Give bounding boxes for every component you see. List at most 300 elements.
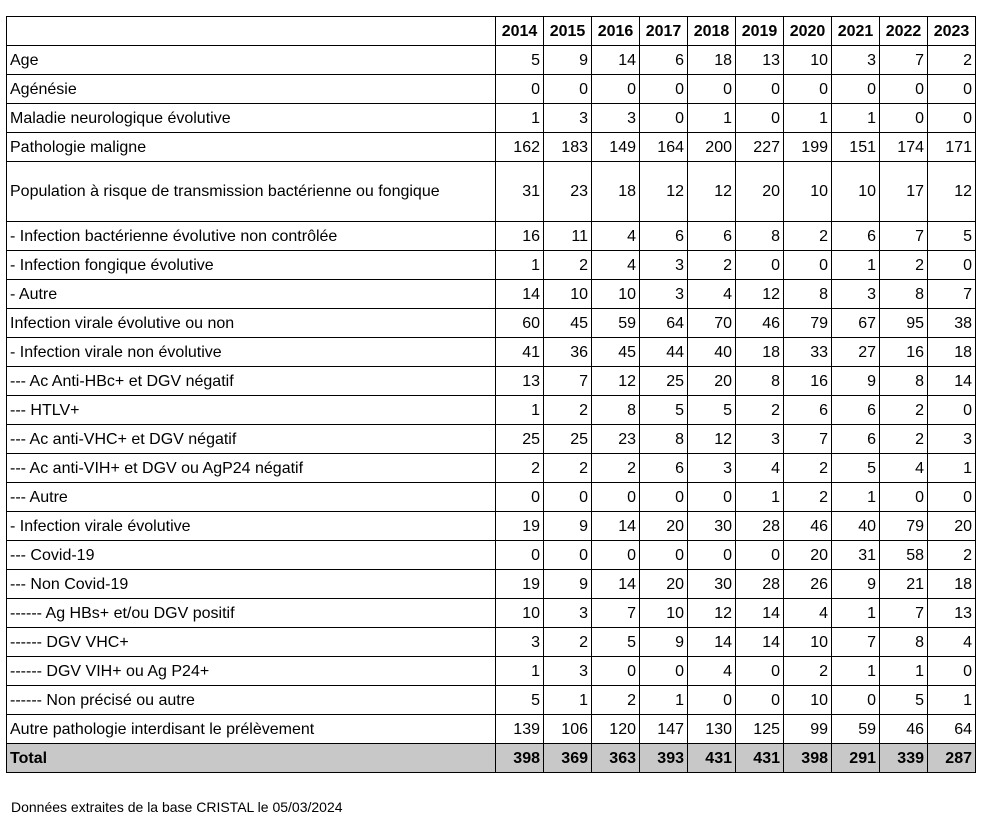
- value-cell: 0: [592, 483, 640, 512]
- row-label: --- Non Covid-19: [7, 570, 496, 599]
- value-cell: 5: [832, 454, 880, 483]
- value-cell: 0: [688, 75, 736, 104]
- row-label: - Infection fongique évolutive: [7, 251, 496, 280]
- value-cell: 0: [496, 541, 544, 570]
- table-row: [7, 280, 976, 309]
- value-cell: 9: [832, 367, 880, 396]
- row-label: --- Ac anti-VIH+ et DGV ou AgP24 négatif: [7, 454, 496, 483]
- value-cell: 162: [496, 133, 544, 162]
- row-label: --- Covid-19: [7, 541, 496, 570]
- table-row: [7, 338, 976, 367]
- value-cell: 21: [880, 570, 928, 599]
- value-cell: 1: [832, 251, 880, 280]
- value-cell: 5: [928, 222, 976, 251]
- value-cell: 3: [544, 599, 592, 628]
- value-cell: 14: [592, 46, 640, 75]
- value-cell: 199: [784, 133, 832, 162]
- value-cell: 0: [688, 541, 736, 570]
- row-label: Population à risque de transmission bactérienne ou fongique: [7, 162, 496, 222]
- row-label: --- Ac Anti-HBc+ et DGV négatif: [7, 367, 496, 396]
- value-cell: 8: [736, 222, 784, 251]
- value-cell: 20: [640, 570, 688, 599]
- year-header: 2023: [928, 17, 976, 46]
- value-cell: 2: [880, 251, 928, 280]
- value-cell: 59: [592, 309, 640, 338]
- value-cell: 12: [928, 162, 976, 222]
- value-cell: 0: [928, 104, 976, 133]
- table-row: [7, 686, 976, 715]
- value-cell: 12: [688, 162, 736, 222]
- value-cell: 13: [928, 599, 976, 628]
- value-cell: 7: [880, 222, 928, 251]
- value-cell: 0: [496, 75, 544, 104]
- table-row: [7, 222, 976, 251]
- value-cell: 1: [832, 599, 880, 628]
- value-cell: 19: [496, 512, 544, 541]
- value-cell: 14: [496, 280, 544, 309]
- value-cell: 20: [784, 541, 832, 570]
- row-label: - Infection virale non évolutive: [7, 338, 496, 367]
- value-cell: 174: [880, 133, 928, 162]
- value-cell: 9: [832, 570, 880, 599]
- value-cell: 200: [688, 133, 736, 162]
- value-cell: 46: [880, 715, 928, 744]
- value-cell: 41: [496, 338, 544, 367]
- value-cell: 46: [736, 309, 784, 338]
- value-cell: 12: [688, 599, 736, 628]
- value-cell: 0: [928, 251, 976, 280]
- value-cell: 18: [928, 338, 976, 367]
- row-label: Maladie neurologique évolutive: [7, 104, 496, 133]
- value-cell: 14: [592, 512, 640, 541]
- value-cell: 4: [688, 657, 736, 686]
- value-cell: 0: [640, 541, 688, 570]
- value-cell: 18: [736, 338, 784, 367]
- value-cell: 9: [544, 46, 592, 75]
- value-cell: 0: [736, 541, 784, 570]
- value-cell: 431: [736, 744, 784, 773]
- year-header: 2014: [496, 17, 544, 46]
- value-cell: 3: [544, 104, 592, 133]
- value-cell: 0: [832, 75, 880, 104]
- row-label: ------ DGV VHC+: [7, 628, 496, 657]
- value-cell: 0: [592, 75, 640, 104]
- value-cell: 1: [880, 657, 928, 686]
- value-cell: 3: [736, 425, 784, 454]
- value-cell: 14: [592, 570, 640, 599]
- row-label: - Autre: [7, 280, 496, 309]
- value-cell: 4: [592, 222, 640, 251]
- table-row: [7, 657, 976, 686]
- value-cell: 14: [928, 367, 976, 396]
- value-cell: 14: [736, 628, 784, 657]
- value-cell: 1: [496, 251, 544, 280]
- value-cell: 0: [880, 483, 928, 512]
- value-cell: 20: [928, 512, 976, 541]
- value-cell: 0: [928, 483, 976, 512]
- value-cell: 28: [736, 512, 784, 541]
- table-row: [7, 425, 976, 454]
- value-cell: 33: [784, 338, 832, 367]
- value-cell: 10: [832, 162, 880, 222]
- value-cell: 7: [928, 280, 976, 309]
- value-cell: 23: [592, 425, 640, 454]
- row-label: ------ Non précisé ou autre: [7, 686, 496, 715]
- value-cell: 0: [736, 657, 784, 686]
- value-cell: 0: [592, 541, 640, 570]
- value-cell: 4: [880, 454, 928, 483]
- value-cell: 431: [688, 744, 736, 773]
- table-row: [7, 162, 976, 222]
- value-cell: 46: [784, 512, 832, 541]
- table-row: [7, 104, 976, 133]
- value-cell: 1: [928, 454, 976, 483]
- value-cell: 8: [880, 628, 928, 657]
- value-cell: 398: [784, 744, 832, 773]
- row-label: Total: [7, 744, 496, 773]
- value-cell: 393: [640, 744, 688, 773]
- row-label: ------ DGV VIH+ ou Ag P24+: [7, 657, 496, 686]
- table-body: [7, 46, 976, 773]
- value-cell: 5: [688, 396, 736, 425]
- header-label-cell: [7, 17, 496, 46]
- year-header: 2019: [736, 17, 784, 46]
- value-cell: 130: [688, 715, 736, 744]
- value-cell: 0: [496, 483, 544, 512]
- value-cell: 171: [928, 133, 976, 162]
- value-cell: 7: [592, 599, 640, 628]
- value-cell: 8: [640, 425, 688, 454]
- value-cell: 6: [688, 222, 736, 251]
- table-row: [7, 599, 976, 628]
- year-header: 2017: [640, 17, 688, 46]
- row-label: - Infection bactérienne évolutive non contrôlée: [7, 222, 496, 251]
- value-cell: 25: [496, 425, 544, 454]
- value-cell: 1: [544, 686, 592, 715]
- value-cell: 16: [784, 367, 832, 396]
- value-cell: 45: [544, 309, 592, 338]
- value-cell: 14: [736, 599, 784, 628]
- value-cell: 9: [640, 628, 688, 657]
- value-cell: 13: [736, 46, 784, 75]
- value-cell: 30: [688, 512, 736, 541]
- value-cell: 3: [688, 454, 736, 483]
- value-cell: 0: [928, 75, 976, 104]
- value-cell: 12: [736, 280, 784, 309]
- value-cell: 2: [544, 251, 592, 280]
- value-cell: 2: [592, 686, 640, 715]
- value-cell: 64: [640, 309, 688, 338]
- value-cell: 4: [784, 599, 832, 628]
- year-header: 2015: [544, 17, 592, 46]
- row-label: Age: [7, 46, 496, 75]
- value-cell: 363: [592, 744, 640, 773]
- value-cell: 0: [880, 75, 928, 104]
- value-cell: 26: [784, 570, 832, 599]
- value-cell: 5: [592, 628, 640, 657]
- value-cell: 1: [496, 396, 544, 425]
- value-cell: 59: [832, 715, 880, 744]
- value-cell: 398: [496, 744, 544, 773]
- value-cell: 2: [880, 425, 928, 454]
- row-label: --- Ac anti-VHC+ et DGV négatif: [7, 425, 496, 454]
- value-cell: 10: [592, 280, 640, 309]
- value-cell: 40: [688, 338, 736, 367]
- value-cell: 20: [640, 512, 688, 541]
- value-cell: 5: [496, 46, 544, 75]
- row-label: Pathologie maligne: [7, 133, 496, 162]
- value-cell: 1: [736, 483, 784, 512]
- value-cell: 99: [784, 715, 832, 744]
- value-cell: 9: [544, 570, 592, 599]
- value-cell: 1: [928, 686, 976, 715]
- value-cell: 1: [640, 686, 688, 715]
- year-header: 2021: [832, 17, 880, 46]
- value-cell: 4: [592, 251, 640, 280]
- value-cell: 79: [784, 309, 832, 338]
- value-cell: 0: [736, 686, 784, 715]
- value-cell: 10: [640, 599, 688, 628]
- value-cell: 12: [592, 367, 640, 396]
- value-cell: 2: [880, 396, 928, 425]
- value-cell: 0: [688, 483, 736, 512]
- value-cell: 45: [592, 338, 640, 367]
- value-cell: 2: [544, 396, 592, 425]
- value-cell: 183: [544, 133, 592, 162]
- value-cell: 0: [880, 104, 928, 133]
- value-cell: 151: [832, 133, 880, 162]
- value-cell: 2: [784, 222, 832, 251]
- value-cell: 2: [496, 454, 544, 483]
- row-label: ------ Ag HBs+ et/ou DGV positif: [7, 599, 496, 628]
- value-cell: 19: [496, 570, 544, 599]
- value-cell: 0: [544, 541, 592, 570]
- table-row: [7, 512, 976, 541]
- value-cell: 106: [544, 715, 592, 744]
- value-cell: 12: [688, 425, 736, 454]
- value-cell: 5: [640, 396, 688, 425]
- value-cell: 4: [688, 280, 736, 309]
- value-cell: 30: [688, 570, 736, 599]
- value-cell: 1: [832, 483, 880, 512]
- value-cell: 339: [880, 744, 928, 773]
- value-cell: 8: [880, 280, 928, 309]
- value-cell: 18: [928, 570, 976, 599]
- value-cell: 16: [880, 338, 928, 367]
- value-cell: 2: [592, 454, 640, 483]
- row-label: Autre pathologie interdisant le prélèvement: [7, 715, 496, 744]
- table-row: [7, 541, 976, 570]
- value-cell: 3: [544, 657, 592, 686]
- value-cell: 2: [784, 657, 832, 686]
- row-label: - Infection virale évolutive: [7, 512, 496, 541]
- value-cell: 0: [688, 686, 736, 715]
- row-label: --- HTLV+: [7, 396, 496, 425]
- value-cell: 3: [832, 46, 880, 75]
- value-cell: 1: [832, 104, 880, 133]
- value-cell: 2: [544, 628, 592, 657]
- table-row: [7, 396, 976, 425]
- value-cell: 20: [688, 367, 736, 396]
- value-cell: 28: [736, 570, 784, 599]
- value-cell: 6: [784, 396, 832, 425]
- value-cell: 3: [928, 425, 976, 454]
- value-cell: 2: [784, 454, 832, 483]
- value-cell: 0: [736, 251, 784, 280]
- value-cell: 6: [640, 454, 688, 483]
- value-cell: 1: [784, 104, 832, 133]
- value-cell: 120: [592, 715, 640, 744]
- value-cell: 8: [880, 367, 928, 396]
- value-cell: 64: [928, 715, 976, 744]
- value-cell: 2: [688, 251, 736, 280]
- year-header: 2022: [880, 17, 928, 46]
- table-row: [7, 251, 976, 280]
- table-row: [7, 628, 976, 657]
- value-cell: 95: [880, 309, 928, 338]
- value-cell: 6: [832, 425, 880, 454]
- value-cell: 25: [640, 367, 688, 396]
- value-cell: 7: [784, 425, 832, 454]
- value-cell: 7: [880, 46, 928, 75]
- value-cell: 4: [736, 454, 784, 483]
- value-cell: 14: [688, 628, 736, 657]
- value-cell: 9: [544, 512, 592, 541]
- year-header: 2016: [592, 17, 640, 46]
- value-cell: 5: [496, 686, 544, 715]
- value-cell: 10: [784, 46, 832, 75]
- value-cell: 3: [496, 628, 544, 657]
- value-cell: 17: [880, 162, 928, 222]
- value-cell: 2: [928, 46, 976, 75]
- value-cell: 3: [640, 280, 688, 309]
- table-row: [7, 367, 976, 396]
- value-cell: 6: [832, 396, 880, 425]
- value-cell: 10: [496, 599, 544, 628]
- value-cell: 6: [640, 46, 688, 75]
- value-cell: 8: [784, 280, 832, 309]
- value-cell: 20: [736, 162, 784, 222]
- value-cell: 6: [832, 222, 880, 251]
- value-cell: 0: [784, 251, 832, 280]
- value-cell: 147: [640, 715, 688, 744]
- value-cell: 31: [832, 541, 880, 570]
- table-row: [7, 133, 976, 162]
- value-cell: 149: [592, 133, 640, 162]
- value-cell: 16: [496, 222, 544, 251]
- value-cell: 1: [496, 657, 544, 686]
- value-cell: 58: [880, 541, 928, 570]
- value-cell: 44: [640, 338, 688, 367]
- value-cell: 291: [832, 744, 880, 773]
- value-cell: 60: [496, 309, 544, 338]
- table-row: [7, 483, 976, 512]
- value-cell: 70: [688, 309, 736, 338]
- value-cell: 18: [592, 162, 640, 222]
- value-cell: 23: [544, 162, 592, 222]
- value-cell: 5: [880, 686, 928, 715]
- value-cell: 287: [928, 744, 976, 773]
- value-cell: 4: [928, 628, 976, 657]
- value-cell: 2: [736, 396, 784, 425]
- value-cell: 79: [880, 512, 928, 541]
- footnote: Données extraites de la base CRISTAL le 05/03/2024: [11, 799, 343, 815]
- value-cell: 10: [784, 686, 832, 715]
- value-cell: 7: [832, 628, 880, 657]
- table-row: [7, 46, 976, 75]
- value-cell: 0: [736, 104, 784, 133]
- row-label: Infection virale évolutive ou non: [7, 309, 496, 338]
- value-cell: 0: [640, 483, 688, 512]
- value-cell: 0: [640, 657, 688, 686]
- value-cell: 38: [928, 309, 976, 338]
- total-row: [7, 744, 976, 773]
- value-cell: 13: [496, 367, 544, 396]
- row-label: --- Autre: [7, 483, 496, 512]
- value-cell: 0: [832, 686, 880, 715]
- value-cell: 2: [928, 541, 976, 570]
- value-cell: 0: [544, 483, 592, 512]
- value-cell: 27: [832, 338, 880, 367]
- value-cell: 10: [784, 628, 832, 657]
- table-row: [7, 309, 976, 338]
- value-cell: 11: [544, 222, 592, 251]
- value-cell: 8: [592, 396, 640, 425]
- table-row: [7, 75, 976, 104]
- year-header: 2020: [784, 17, 832, 46]
- value-cell: 0: [592, 657, 640, 686]
- value-cell: 0: [928, 396, 976, 425]
- value-cell: 369: [544, 744, 592, 773]
- value-cell: 40: [832, 512, 880, 541]
- value-cell: 2: [544, 454, 592, 483]
- data-table: [6, 16, 976, 773]
- value-cell: 7: [880, 599, 928, 628]
- value-cell: 6: [640, 222, 688, 251]
- value-cell: 227: [736, 133, 784, 162]
- value-cell: 125: [736, 715, 784, 744]
- table-row: [7, 454, 976, 483]
- value-cell: 0: [544, 75, 592, 104]
- value-cell: 139: [496, 715, 544, 744]
- value-cell: 10: [784, 162, 832, 222]
- value-cell: 0: [736, 75, 784, 104]
- value-cell: 2: [784, 483, 832, 512]
- value-cell: 12: [640, 162, 688, 222]
- row-label: Agénésie: [7, 75, 496, 104]
- value-cell: 1: [832, 657, 880, 686]
- value-cell: 10: [544, 280, 592, 309]
- table-row: [7, 715, 976, 744]
- value-cell: 25: [544, 425, 592, 454]
- value-cell: 164: [640, 133, 688, 162]
- value-cell: 36: [544, 338, 592, 367]
- value-cell: 3: [592, 104, 640, 133]
- year-header: 2018: [688, 17, 736, 46]
- value-cell: 1: [688, 104, 736, 133]
- value-cell: 8: [736, 367, 784, 396]
- value-cell: 3: [640, 251, 688, 280]
- value-cell: 0: [928, 657, 976, 686]
- value-cell: 31: [496, 162, 544, 222]
- value-cell: 67: [832, 309, 880, 338]
- value-cell: 0: [784, 75, 832, 104]
- header-row: [7, 17, 976, 46]
- value-cell: 7: [544, 367, 592, 396]
- value-cell: 0: [640, 75, 688, 104]
- value-cell: 1: [496, 104, 544, 133]
- value-cell: 3: [832, 280, 880, 309]
